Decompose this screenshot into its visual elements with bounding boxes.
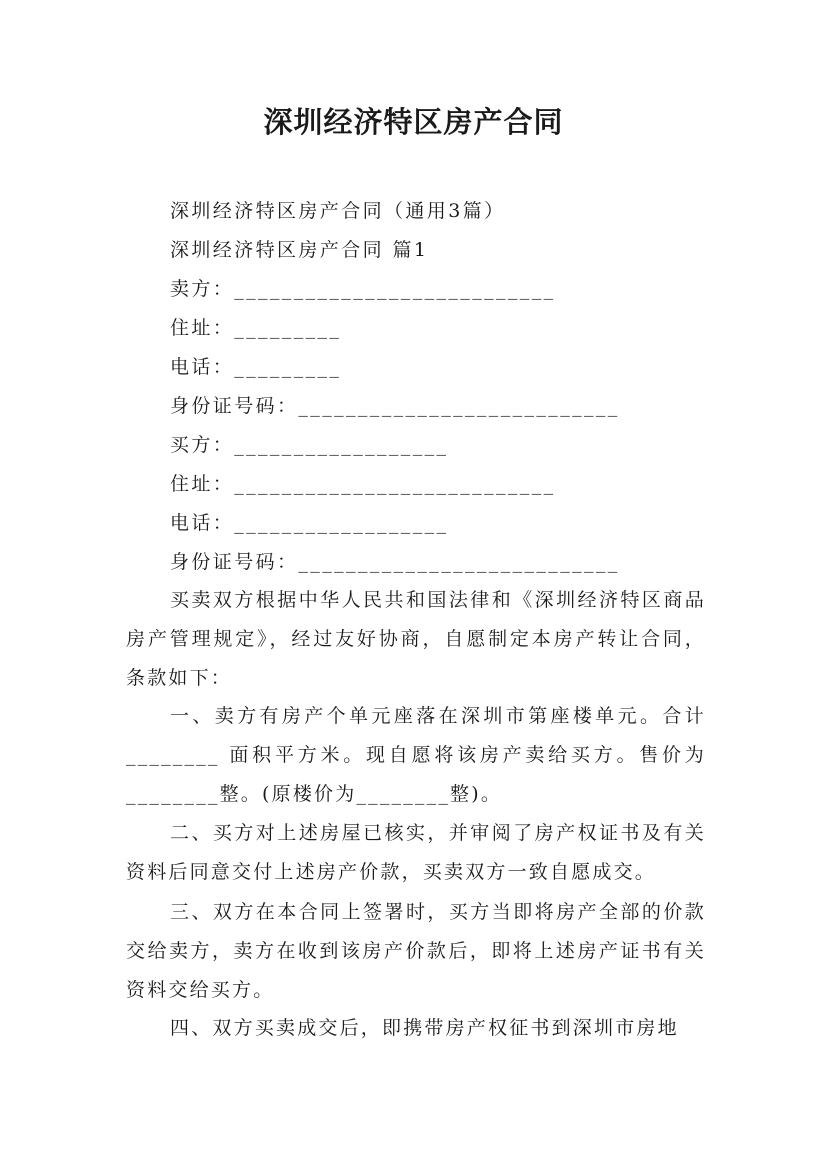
chapter-heading: 深圳经济特区房产合同 篇1 [170,239,429,261]
seller-phone-field: 电话：_________ [170,356,342,378]
clause-2-paragraph: 二、买方对上述房屋已核实，并审阅了房产权证书及有关资料后同意交付上述房产价款，买卖双方一致自愿成交。 [126,822,706,883]
clause-4-paragraph: 四、双方买卖成交后，即携带房产权征书到深圳市房地 [170,1017,679,1039]
intro-paragraph: 买卖双方根据中华人民共和国法律和《深圳经济特区商品房产管理规定》，经过友好协商，自愿制定本房产转让合同，条款如下： [126,589,706,689]
buyer-id-field: 身份证号码：___________________________ [170,551,620,573]
clause-1-paragraph: 一、卖方有房产个单元座落在深圳市第座楼单元。合计________ 面积平方米。现自愿将该房产卖给买方。售价为________整。(原楼价为________整)。 [126,705,706,805]
document-title: 深圳经济特区房产合同 [263,105,564,139]
buyer-name-field: 买方：__________________ [170,434,449,456]
document-subtitle: 深圳经济特区房产合同（通用3篇） [170,200,506,222]
seller-name-field: 卖方：___________________________ [170,278,556,300]
seller-id-field: 身份证号码：___________________________ [170,395,620,417]
seller-address-field: 住址：_________ [170,317,342,339]
clause-3-paragraph: 三、双方在本合同上签署时，买方当即将房产全部的价款交给卖方，卖方在收到该房产价款后，即将上述房产证书有关资料交给买方。 [126,901,706,1001]
buyer-address-field: 住址：___________________________ [170,473,556,495]
buyer-phone-field: 电话：__________________ [170,512,449,534]
